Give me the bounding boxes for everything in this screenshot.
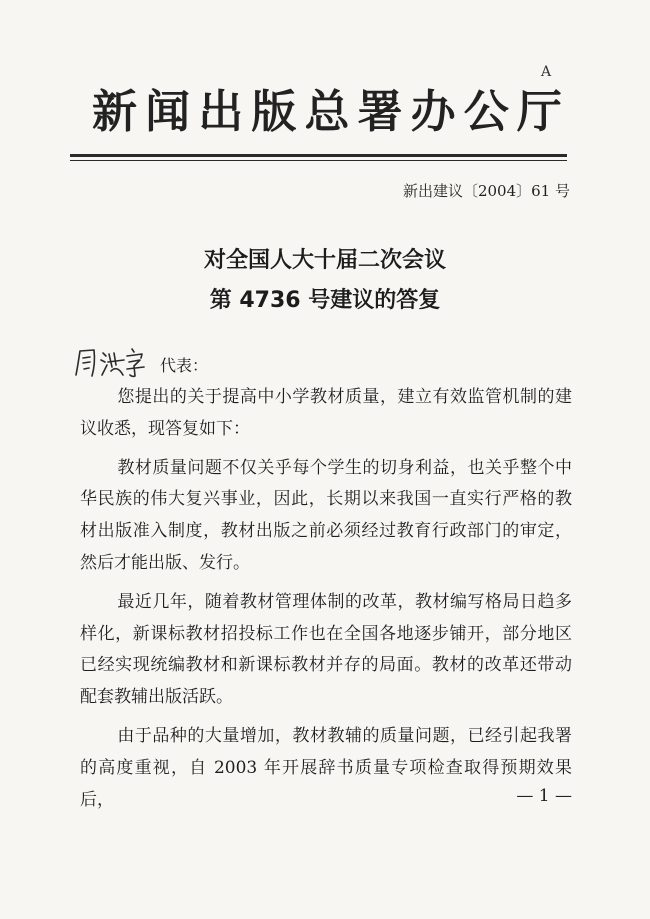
salutation-suffix: 代表： <box>160 355 209 375</box>
masthead-char: 公 <box>463 85 509 138</box>
masthead-char: 新 <box>92 85 138 138</box>
paragraph: 由于品种的大量增加，教材教辅的质量问题，已经引起我署的高度重视，自 2003 年开展辞书质量专项检查取得预期效果后， <box>80 725 572 810</box>
masthead-char: 办 <box>410 85 456 138</box>
handwritten-signature <box>72 345 158 379</box>
letter-body <box>80 382 572 816</box>
masthead-char: 闻 <box>145 85 191 138</box>
header-rule-thin <box>70 160 567 161</box>
masthead <box>92 82 562 142</box>
salutation <box>72 344 208 380</box>
header-rule-thick <box>70 154 567 157</box>
masthead-char: 总 <box>304 85 350 138</box>
document-title-line-1: 对全国人大十届二次会议 <box>203 248 446 273</box>
document-title-line-2: 第 4736 号建议的答复 <box>209 288 441 313</box>
masthead-char: 出 <box>198 85 244 138</box>
paragraph: 教材质量问题不仅关乎每个学生的切身利益，也关乎整个中华民族的伟大复兴事业，因此，长期以来我国一直实行严格的教材出版准入制度，教材出版之前必须经过教育行政部门的审定，然后才能出版、发行。 <box>80 457 572 573</box>
grade-mark: A <box>541 64 552 80</box>
masthead-char: 署 <box>357 85 403 138</box>
masthead-char: 厅 <box>516 85 562 138</box>
document-number: 新出建议〔2004〕61 号 <box>402 182 570 200</box>
masthead-char: 版 <box>251 85 297 138</box>
page-number: — 1 — <box>516 786 572 806</box>
paragraph: 您提出的关于提高中小学教材质量，建立有效监管机制的建议收悉，现答复如下： <box>80 387 572 439</box>
paragraph: 最近几年，随着教材管理体制的改革，教材编写格局日趋多样化，新课标教材招投标工作也在全国各地逐步铺开，部分地区已经实现统编教材和新课标教材并存的局面。教材的改革还带动配套教辅出版活跃。 <box>80 591 572 708</box>
